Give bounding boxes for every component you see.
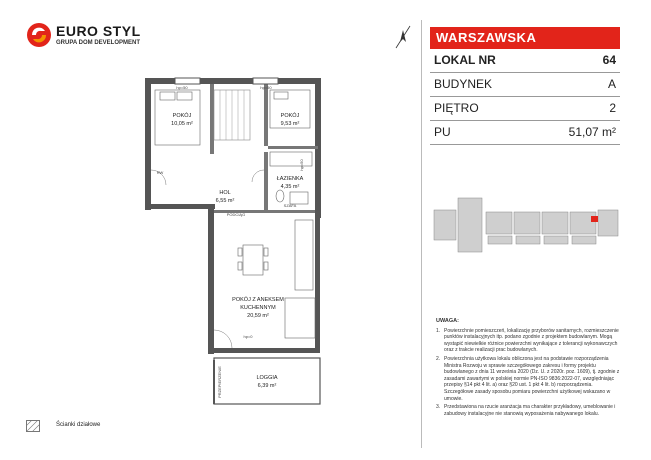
kitchen: [238, 220, 315, 338]
hp-mark-4: hp=0: [243, 334, 253, 339]
room-1-area: 10,05 m²: [171, 121, 193, 127]
hatched-wall-icon: [26, 420, 40, 432]
room-6-name: LOGGIA: [256, 375, 278, 381]
room-3-name: ŁAZIENKA: [276, 176, 304, 182]
podciag-mark: PODCIĄG: [226, 212, 246, 217]
notes: [436, 318, 622, 419]
note-text: Powierzchnia użytkowa lokalu obliczona jest na podstawie rozporządzenia Ministra Rozwoju w sprawie szczegółowego zakresu i formy projektu budowlanego z dnia 11 września 2020 (Dz. U. z 2020r. poz. 1609), tj. zgodnie z zasadami zawartymi w polskiej normie PN-ISO 9836:2022-07, uwzględniając przepisy §14 pkt 4 lit. a) oraz §20 ust. 1 pkt 4 lit. b) rozporządzenia. Szczegółowe zasady sposobu pomiaru powierzchni użytkowej wskazano w umowie.: [444, 355, 620, 402]
loggia-outline: [214, 358, 320, 404]
room-2-area: 9,53 m²: [280, 121, 300, 127]
info-row-label: LOKAL NR: [434, 53, 496, 67]
room-5-name: POKÓJ Z ANEKSEM: [232, 297, 284, 303]
przepierzenie-mark: PRZEPIERZENIE: [217, 366, 222, 398]
doors: [151, 170, 264, 348]
note-item: 2. Powierzchnia użytkowa lokalu obliczona jest na podstawie rozporządzenia Ministra Rozwoju w sprawie szczegółowego zakresu i formy projektu budowlanego z dnia 11 września 2020 (Dz. U. z 2020r. poz. 1609), tj. zgodnie z zasadami zawartymi w polskiej normie PN-ISO 9836:2022-07, uwzględniając przepisy §14 pkt 4 lit. a) oraz §20 ust. 1 pkt 4 lit. b) rozporządzenia. Szczegółowe zasady sposobu pomiaru powierzchni użytkowej wskazano w umowie.: [436, 355, 620, 402]
info-row-budynek: [430, 73, 620, 97]
brand-logo: [26, 22, 156, 52]
note-text: Powierzchnie pomieszczeń, lokalizację przyborów sanitarnych, rozmieszczenie punktów instalacyjnych itp. podano zgodnie z projektem budowlanym. Mogą wystąpić niewielkie różnice powierzchni wynikające z tolerancji wykonawczych oraz z trakcie realizacji prac budowlanych.: [444, 327, 619, 354]
unit-location-marker: [591, 216, 598, 222]
room-2-name: POKÓJ: [280, 113, 300, 119]
info-row-label: BUDYNEK: [434, 77, 493, 91]
rw-mark: RW: [156, 170, 164, 175]
site-plan-thumbnail: [428, 190, 624, 260]
brand-name: EURO STYL: [56, 23, 141, 39]
info-row-lokal: [430, 49, 620, 73]
szafa-mark: SZAFA: [283, 203, 297, 208]
room-4-name: HOL: [219, 190, 231, 196]
info-row-pietro: [430, 97, 620, 121]
wardrobe: [214, 90, 250, 140]
room-6-area: 6,39 m²: [257, 383, 277, 389]
info-row-value: 64: [602, 53, 616, 67]
room-5-name-2: KUCHENNYM: [240, 305, 276, 311]
info-row-label: PU: [434, 125, 451, 139]
note-item: 3. Przedstawiona na rzucie aranżacja ma charakter przykładowy, umeblowanie i zabudowy instalacyjne nie stanowią wyposażenia nabywanego lokalu.: [436, 404, 616, 417]
euro-styl-logo-icon: [26, 22, 52, 48]
legend-label: Ścianki działowe: [56, 422, 101, 428]
hp-mark-3: hp=50: [299, 159, 304, 171]
brand-subtitle: GRUPA DOM DEVELOPMENT: [56, 40, 141, 46]
info-row-value: A: [607, 77, 616, 91]
note-text: Przedstawiona na rzucie aranżacja ma charakter przykładowy, umeblowanie i zabudowy instalacyjne nie stanowią wyposażenia nabywanego lokalu.: [444, 404, 616, 417]
note-item: 1. Powierzchnie pomieszczeń, lokalizację przyborów sanitarnych, rozmieszczenie punktów instalacyjnych itp. podano zgodnie z projektem budowlanym. Mogą wystąpić niewielkie różnice powierzchni wynikające z tolerancji wykonawczych oraz z trakcie realizacji prac budowlanych.: [436, 327, 619, 354]
info-row-label: PIĘTRO: [434, 101, 479, 115]
notes-heading: UWAGA:: [436, 318, 459, 324]
info-title: WARSZAWSKA: [430, 27, 620, 49]
vertical-divider: [421, 20, 422, 448]
hp-mark-1: hp=50: [176, 85, 188, 90]
room-4-area: 6,55 m²: [215, 198, 235, 204]
floor-plan: [130, 70, 340, 410]
info-row-pu: [430, 121, 620, 145]
north-arrow-icon: [394, 24, 412, 50]
info-row-value: 51,07 m²: [568, 125, 616, 139]
room-1-name: POKÓJ: [172, 113, 192, 119]
room-3-area: 4,35 m²: [280, 184, 300, 190]
hp-mark-2: hp=50: [260, 85, 272, 90]
info-row-value: 2: [609, 101, 616, 115]
room-5-area: 20,59 m²: [247, 313, 269, 319]
